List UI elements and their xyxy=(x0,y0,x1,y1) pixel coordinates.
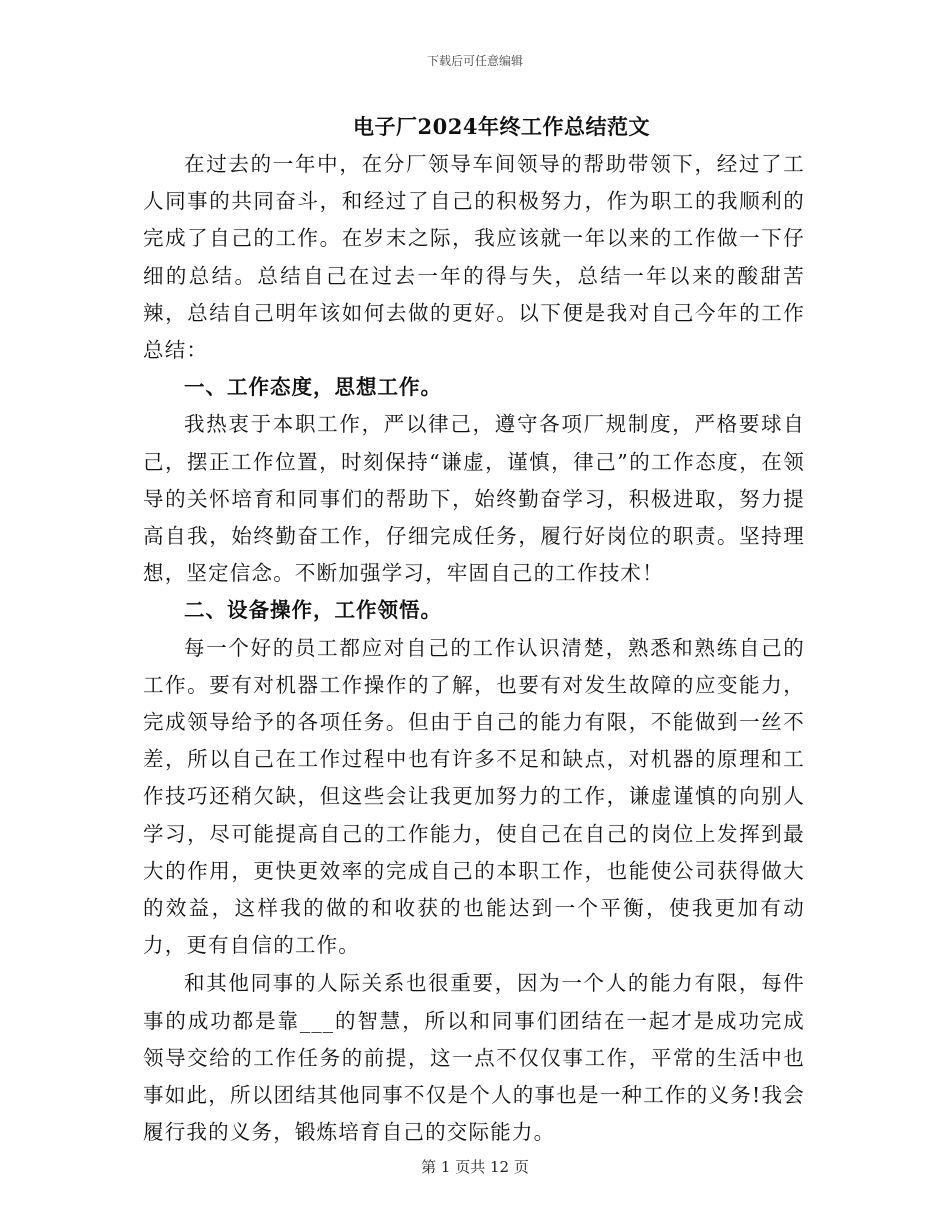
intro-paragraph: 在过去的一年中，在分厂领导车间领导的帮助带领下，经过了工人同事的共同奋斗，和经过了自己的积极努力，作为职工的我顺利的完成了自己的工作。在岁末之际，我应该就一年以来的工作做一下仔细的总结。总结自己在过去一年的得与失，总结一年以来的酸甜苦辣，总结自己明年该如何去做的更好。以下便是我对自己今年的工作总结： xyxy=(143,152,805,363)
section-2-paragraph-1: 每一个好的员工都应对自己的工作认识清楚，熟悉和熟练自己的工作。要有对机器工作操作的了解，也要有对发生故障的应变能力，完成领导给予的各项任务。但由于自己的能力有限，不能做到一丝不差，所以自己在工作过程中也有许多不足和缺点，对机器的原理和工作技巧还稍欠缺，但这些会让我更加努力的工作，谦虚谨慎的向别人学习，尽可能提高自己的工作能力，使自己在自己的岗位上发挥到最大的作用，更快更效率的完成自己的本职工作，也能使公司获得做大的效益，这样我的做的和收获的也能达到一个平衡，使我更加有动力，更有自信的工作。 xyxy=(143,635,805,958)
document-body xyxy=(143,108,805,1151)
page-footer: 第 1 页共 12 页 xyxy=(421,1158,529,1176)
section-2-paragraph-2: 和其他同事的人际关系也很重要，因为一个人的能力有限，每件事的成功都是靠___的智慧，所以和同事们团结在一起才是成功完成领导交给的工作任务的前提，这一点不仅仅事工作，平常的生活中也事如此，所以团结其他同事不仅是个人的事也是一种工作的义务!我会履行我的义务，锻炼培育自己的交际能力。 xyxy=(143,971,805,1145)
section-1-paragraph: 我热衷于本职工作，严以律己，遵守各项厂规制度，严格要球自己，摆正工作位置，时刻保持“谦虚，谨慎，律己”的工作态度，在领导的关怀培育和同事们的帮助下，始终勤奋学习，积极进取，努力提高自我，始终勤奋工作，仔细完成任务，履行好岗位的职责。坚持理想，坚定信念。不断加强学习，牢固自己的工作技术！ xyxy=(143,412,805,586)
section-heading-1: 一、工作态度，思想工作。 xyxy=(184,375,442,400)
document-title: 电子厂2024年终工作总结范文 xyxy=(353,114,650,139)
page-header: 下载后可任意编辑 xyxy=(426,54,523,68)
section-heading-2: 二、设备操作，工作领悟。 xyxy=(184,598,442,623)
